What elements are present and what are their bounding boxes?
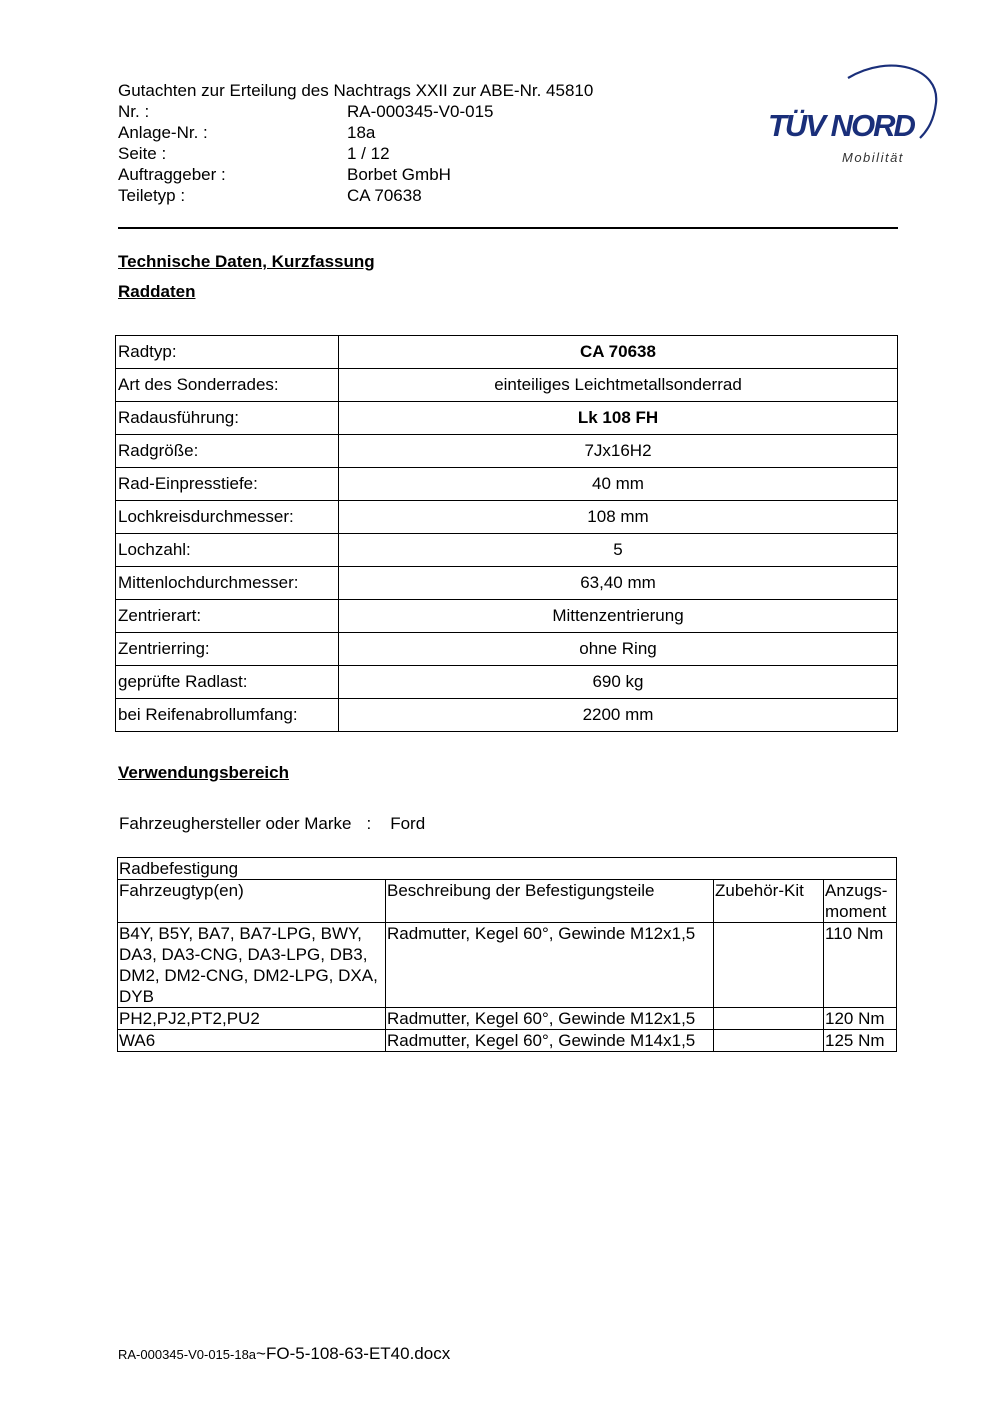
footer-prefix: RA-000345-V0-015-18a (118, 1347, 257, 1362)
row-value: 2200 mm (339, 699, 898, 732)
row-label: Radausführung: (116, 402, 339, 435)
section-raddaten-heading: Raddaten (118, 282, 196, 301)
header-label: Anlage-Nr. : (118, 123, 208, 142)
table-row (116, 336, 898, 369)
row-value: Mittenzentrierung (339, 600, 898, 633)
header-label: Nr. : (118, 102, 150, 121)
row-label: Mittenlochdurchmesser: (116, 567, 339, 600)
maker-label: Fahrzeughersteller oder Marke (119, 814, 352, 833)
row-label: Rad-Einpresstiefe: (116, 468, 339, 501)
vehicle-types-cell: B4Y, B5Y, BA7, BA7-LPG, BWY, DA3, DA3-CNG, DA3-LPG, DB3, DM2, DM2-CNG, DM2-LPG, DXA, DYB (118, 923, 386, 1008)
row-label: Art des Sonderrades: (116, 369, 339, 402)
section-verwendung-heading: Verwendungsbereich (118, 763, 289, 782)
row-value: 63,40 mm (339, 567, 898, 600)
section-technical-heading: Technische Daten, Kurzfassung (118, 252, 375, 271)
torque-cell: 120 Nm (824, 1008, 897, 1030)
column-header: Fahrzeugtyp(en) (118, 880, 386, 923)
table-title-row (118, 858, 897, 880)
vehicle-types-cell: WA6 (118, 1030, 386, 1052)
table-row (116, 435, 898, 468)
column-header: Beschreibung der Befestigungsteile (386, 880, 714, 923)
tuev-nord-logo (760, 58, 945, 173)
document-header (118, 80, 593, 206)
header-label: Teiletyp : (118, 186, 186, 205)
table-row (116, 468, 898, 501)
row-label: geprüfte Radlast: (116, 666, 339, 699)
column-header: Anzugs-moment (824, 880, 897, 923)
table-row (116, 666, 898, 699)
row-value: 108 mm (339, 501, 898, 534)
kit-cell (714, 923, 824, 1008)
header-value: CA 70638 (347, 186, 422, 205)
logo-subtitle: Mobilität (842, 150, 904, 165)
row-value: Lk 108 FH (339, 402, 898, 435)
header-row-auftraggeber (118, 164, 593, 185)
row-label: bei Reifenabrollumfang: (116, 699, 339, 732)
header-row-anlage (118, 122, 593, 143)
table-row (118, 1008, 897, 1030)
document-footer (118, 1344, 450, 1364)
table-row (116, 534, 898, 567)
table-row (116, 699, 898, 732)
table-row (116, 600, 898, 633)
table-row (118, 1030, 897, 1052)
row-value: 5 (339, 534, 898, 567)
header-row-teiletyp (118, 185, 593, 206)
row-label: Zentrierart: (116, 600, 339, 633)
description-cell: Radmutter, Kegel 60°, Gewinde M12x1,5 (386, 1008, 714, 1030)
table-row (116, 402, 898, 435)
row-value: ohne Ring (339, 633, 898, 666)
table-row (116, 567, 898, 600)
row-label: Radgröße: (116, 435, 339, 468)
row-value: 690 kg (339, 666, 898, 699)
table-row (116, 633, 898, 666)
footer-filename: ~FO-5-108-63-ET40.docx (256, 1344, 451, 1363)
row-value: 7Jx16H2 (339, 435, 898, 468)
description-cell: Radmutter, Kegel 60°, Gewinde M12x1,5 (386, 923, 714, 1008)
header-divider (118, 227, 898, 229)
row-label: Radtyp: (116, 336, 339, 369)
raddaten-table (115, 335, 898, 732)
row-value: 40 mm (339, 468, 898, 501)
table-row (116, 501, 898, 534)
document-title: Gutachten zur Erteilung des Nachtrags XXII zur ABE-Nr. 45810 (118, 81, 594, 100)
maker-separator: : (366, 814, 372, 833)
header-label: Auftraggeber : (118, 165, 226, 184)
header-label: Seite : (118, 144, 167, 163)
header-value: 1 / 12 (347, 144, 390, 163)
header-value: Borbet GmbH (347, 165, 451, 184)
row-value: einteiliges Leichtmetallsonderrad (339, 369, 898, 402)
befestigung-table (117, 857, 897, 1052)
logo-wordmark: TÜV NORD (768, 108, 914, 143)
row-label: Lochzahl: (116, 534, 339, 567)
header-row-seite (118, 143, 593, 164)
torque-cell: 110 Nm (824, 923, 897, 1008)
kit-cell (714, 1030, 824, 1052)
description-cell: Radmutter, Kegel 60°, Gewinde M14x1,5 (386, 1030, 714, 1052)
maker-value: Ford (390, 814, 426, 833)
table-title: Radbefestigung (118, 858, 897, 880)
table-row (118, 923, 897, 1008)
table-header-row (118, 880, 897, 923)
kit-cell (714, 1008, 824, 1030)
vehicle-types-cell: PH2,PJ2,PT2,PU2 (118, 1008, 386, 1030)
row-label: Zentrierring: (116, 633, 339, 666)
column-header: Zubehör-Kit (714, 880, 824, 923)
torque-cell: 125 Nm (824, 1030, 897, 1052)
table-row (116, 369, 898, 402)
header-value: RA-000345-V0-015 (347, 102, 494, 121)
row-value: CA 70638 (339, 336, 898, 369)
header-value: 18a (347, 123, 376, 142)
vehicle-maker-line (119, 814, 425, 834)
header-row-nr (118, 101, 593, 122)
row-label: Lochkreisdurchmesser: (116, 501, 339, 534)
